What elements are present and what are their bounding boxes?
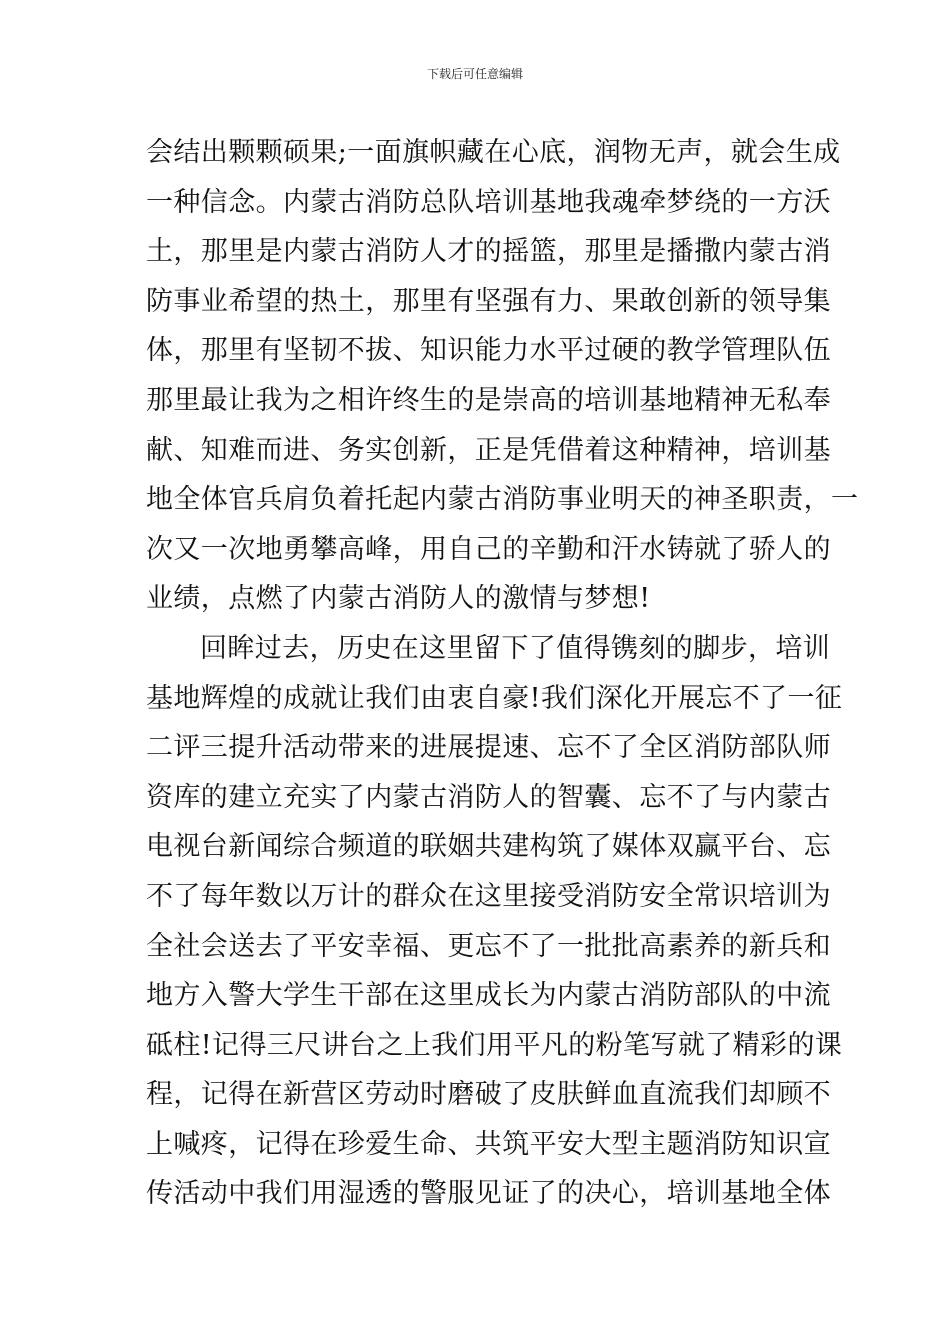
text-line: 全社会送去了平安幸福、更忘不了一批批高素养的新兵和 (146, 930, 831, 962)
text-line: 次又一次地勇攀高峰，用自己的辛勤和汗水铸就了骄人的 (146, 533, 831, 565)
text-line: 不了每年数以万计的群众在这里接受消防安全常识培训为 (146, 880, 831, 912)
text-line: 砥柱!记得三尺讲台之上我们用平凡的粉笔写就了精彩的课 (146, 1029, 843, 1061)
text-line: 回眸过去，历史在这里留下了值得镌刻的脚步，培训 (200, 632, 831, 664)
page-header: 下载后可任意编辑 (426, 67, 523, 81)
text-line: 体，那里有坚韧不拔、知识能力水平过硬的教学管理队伍 (146, 335, 831, 367)
text-line: 一种信念。内蒙古消防总队培训基地我魂牵梦绕的一方沃 (146, 186, 831, 218)
text-line: 传活动中我们用湿透的警服见证了的决心，培训基地全体 (146, 1178, 831, 1210)
text-line: 土，那里是内蒙古消防人才的摇篮，那里是播撒内蒙古消 (146, 236, 831, 268)
text-line: 地方入警大学生干部在这里成长为内蒙古消防部队的中流 (146, 980, 831, 1012)
text-line: 电视台新闻综合频道的联姻共建构筑了媒体双赢平台、忘 (146, 831, 831, 863)
text-line: 二评三提升活动带来的进展提速、忘不了全区消防部队师 (146, 732, 831, 764)
paragraph-1 (146, 128, 859, 624)
text-line: 防事业希望的热土，那里有坚强有力、果敢创新的领导集 (146, 285, 831, 317)
text-line: 程，记得在新营区劳动时磨破了皮肤鲜血直流我们却顾不 (146, 1079, 831, 1111)
text-line: 上喊疼，记得在珍爱生命、共筑平安大型主题消防知识宣 (146, 1128, 831, 1160)
text-line: 那里最让我为之相许终生的是崇高的培训基地精神无私奉 (146, 384, 831, 416)
text-line: 会结出颗颗硕果;一面旗帜藏在心底，润物无声，就会生成 (146, 137, 841, 168)
text-line: 献、知难而进、务实创新，正是凭借着这种精神，培训基 (146, 434, 831, 466)
paragraph-2 (146, 624, 843, 1219)
text-line: 基地辉煌的成就让我们由衷自豪!我们深化开展忘不了一征 (146, 682, 843, 714)
text-line: 业绩，点燃了内蒙古消防人的激情与梦想! (146, 583, 651, 615)
text-line: 地全体官兵肩负着托起内蒙古消防事业明天的神圣职责，一 (146, 484, 859, 516)
document-body (146, 128, 859, 1219)
text-line: 资库的建立充实了内蒙古消防人的智囊、忘不了与内蒙古 (146, 781, 831, 813)
